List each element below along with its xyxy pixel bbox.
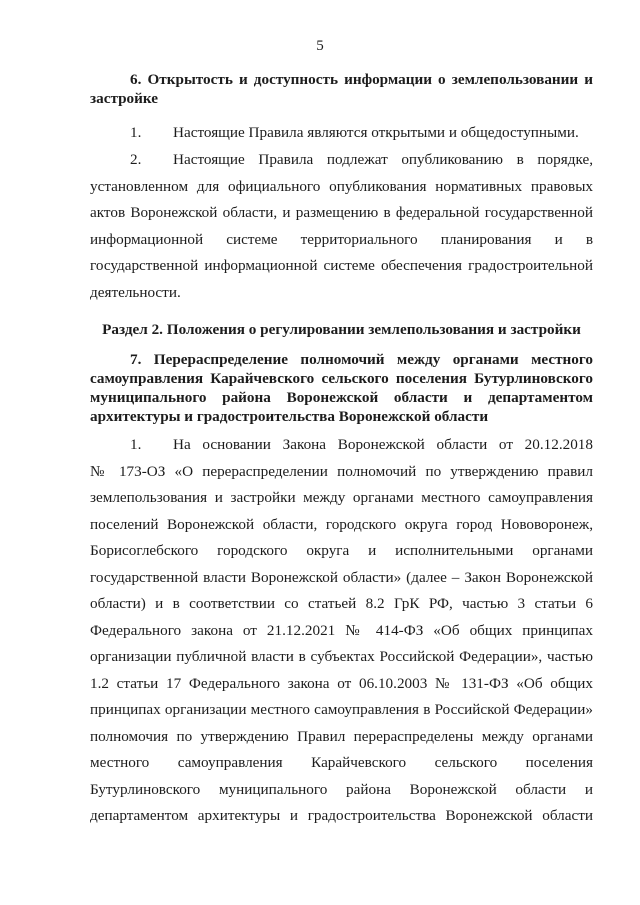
paragraph-text: На основании Закона Воронежской области от 20.12.2018 — [173, 436, 593, 453]
paragraph-line: землепользования и застройки между органами местного самоуправления — [90, 489, 593, 506]
paragraph-number: 1. — [130, 124, 142, 141]
paragraph-line: государственной информационной системе обеспечения градостроительной — [90, 257, 593, 274]
paragraph-text: Настоящие Правила подлежат опубликованию в порядке, — [173, 151, 593, 168]
paragraph-line: № 173-ОЗ «О перераспределении полномочий по утверждению правил — [90, 462, 593, 480]
section-7-heading-line: муниципального района Воронежской области и департаментом — [90, 389, 593, 406]
paragraph-line: Федерального закона от 21.12.2021 № 414-ФЗ «Об общих принципах — [90, 621, 593, 639]
section-7-heading-line: 7. Перераспределение полномочий между органами местного — [130, 351, 593, 368]
section-7-heading-line: архитектуры и градостроительства Воронежской области — [90, 408, 489, 425]
paragraph-line: принципах организации местного самоуправления в Российской Федерации» — [90, 701, 593, 718]
section-7-heading-line: самоуправления Карайчевского сельского поселения Бутурлиновского — [90, 370, 593, 387]
paragraph-number: 1. — [130, 436, 142, 453]
paragraph-line: Борисоглебского городского округа и исполнительными органами — [90, 542, 593, 559]
paragraph-line: области) и в соответствии со статьей 8.2 ГрК РФ, частью 3 статьи 6 — [90, 595, 593, 612]
section-6-heading-line: застройке — [90, 90, 158, 107]
paragraph-line: местного самоуправления Карайчевского сельского поселения — [90, 754, 593, 771]
paragraph-line: государственной власти Воронежской области» (далее – Закон Воронежской — [90, 568, 593, 586]
paragraph-line — [90, 120, 593, 147]
paragraph-line: департаментом архитектуры и градостроительства Воронежской области — [90, 807, 593, 824]
section-6-paragraph-2 — [90, 147, 593, 306]
page-number: 5 — [316, 38, 324, 54]
paragraph-line: Бутурлиновского муниципального района Воронежской области и — [90, 780, 593, 798]
paragraph-number: 2. — [130, 151, 142, 168]
section-6-paragraph-1 — [90, 120, 593, 147]
section-6-heading-line: 6. Открытость и доступность информации о землепользовании и — [130, 71, 593, 88]
paragraph-text: Настоящие Правила являются открытыми и общедоступными. — [173, 124, 579, 141]
paragraph-line: актов Воронежской области, и размещению в федеральной государственной — [90, 204, 593, 221]
paragraph-line — [90, 147, 593, 174]
section-7-heading — [90, 350, 593, 426]
section-6-heading — [90, 70, 593, 108]
paragraph-line: полномочия по утверждению Правил перераспределены между органами — [90, 727, 593, 745]
paragraph-line: 1.2 статьи 17 Федерального закона от 06.10.2003 № 131-ФЗ «Об общих — [90, 674, 593, 692]
paragraph-line: поселений Воронежской области, городского округа город Нововоронеж, — [90, 515, 593, 533]
paragraph-line: установленном для официального опубликования нормативных правовых — [90, 177, 593, 195]
paragraph-line: деятельности. — [90, 283, 181, 301]
section-7-paragraph-1 — [90, 432, 593, 830]
paragraph-line: организации публичной власти в субъектах Российской Федерации», частью — [90, 648, 593, 665]
paragraph-line: информационной системе территориального планирования и в — [90, 230, 593, 248]
paragraph-line — [90, 432, 593, 459]
part-2-heading: Раздел 2. Положения о регулировании землепользования и застройки — [102, 321, 581, 338]
